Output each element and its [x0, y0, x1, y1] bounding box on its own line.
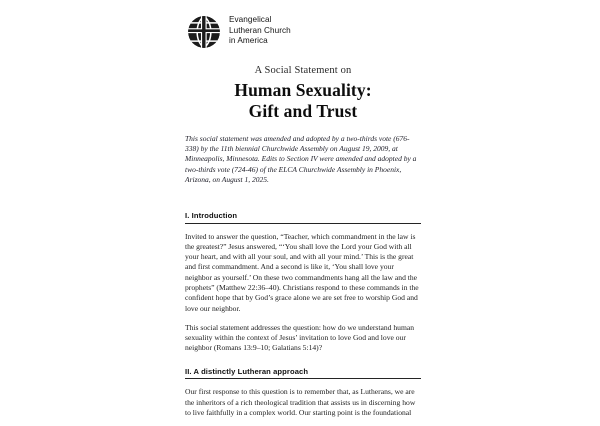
paragraph-lutheran-1: Our first response to this question is to remember that, as Lutherans, we are the inheritors of a rich theological tradition that assists us in discerning how to live faithfully in a complex world. Our starting point is the foundational [185, 387, 416, 417]
adoption-note: This social statement was amended and adopted by a two-thirds vote (676-338) by the 11th biennial Churchwide Assembly on August 19, 2009, at Minneapolis, Minnesota. Edits to Section IV were amended and adopted by a two-thirds vote (724-46) of the ELCA Churchwide Assembly in Phoenix, Arizona, on August 1, 2025. [185, 134, 417, 184]
title-block [185, 64, 421, 121]
page-title [185, 80, 421, 121]
title-line-1: Human Sexuality: [234, 80, 372, 100]
wordmark-line-2: Lutheran Church [229, 25, 291, 35]
document-content-column [185, 0, 421, 426]
title-line-2: Gift and Trust [248, 100, 358, 121]
section-rule-lutheran-approach [185, 378, 421, 379]
paragraph-intro-2: This social statement addresses the question: how do we understand human sexuality within the context of Jesus’ invitation to love God and love our neighbor (Romans 13:9–10; Galatians 5:14)? [185, 322, 415, 353]
paragraph-intro-1: Invited to answer the question, “Teacher, which commandment in the law is the greatest?” Jesus answered, “‘You shall love the Lord your God with all your heart, and with all your soul, and with all your mind.’ This is the great and first commandment. And a second is like it, ‘You shall love your neighbor as yourself.’ On these two commandments hang all the law and the prophets” (Matthew 22:36–40). Christians respond to these commands in the confident hope that by God’s grace alone we are set free to worship God and love our neighbor. [185, 231, 419, 313]
section-heading-lutheran-approach: II. A distinctly Lutheran approach [185, 366, 309, 376]
document-kicker: A Social Statement on [254, 65, 352, 76]
wordmark-line-3: in America [229, 36, 268, 46]
elca-globe-cross-icon [185, 13, 223, 51]
masthead [185, 0, 421, 51]
elca-wordmark [229, 13, 291, 47]
section-rule-introduction [185, 223, 421, 224]
section-heading-introduction: I. Introduction [185, 211, 238, 221]
wordmark-line-1: Evangelical [229, 15, 272, 24]
